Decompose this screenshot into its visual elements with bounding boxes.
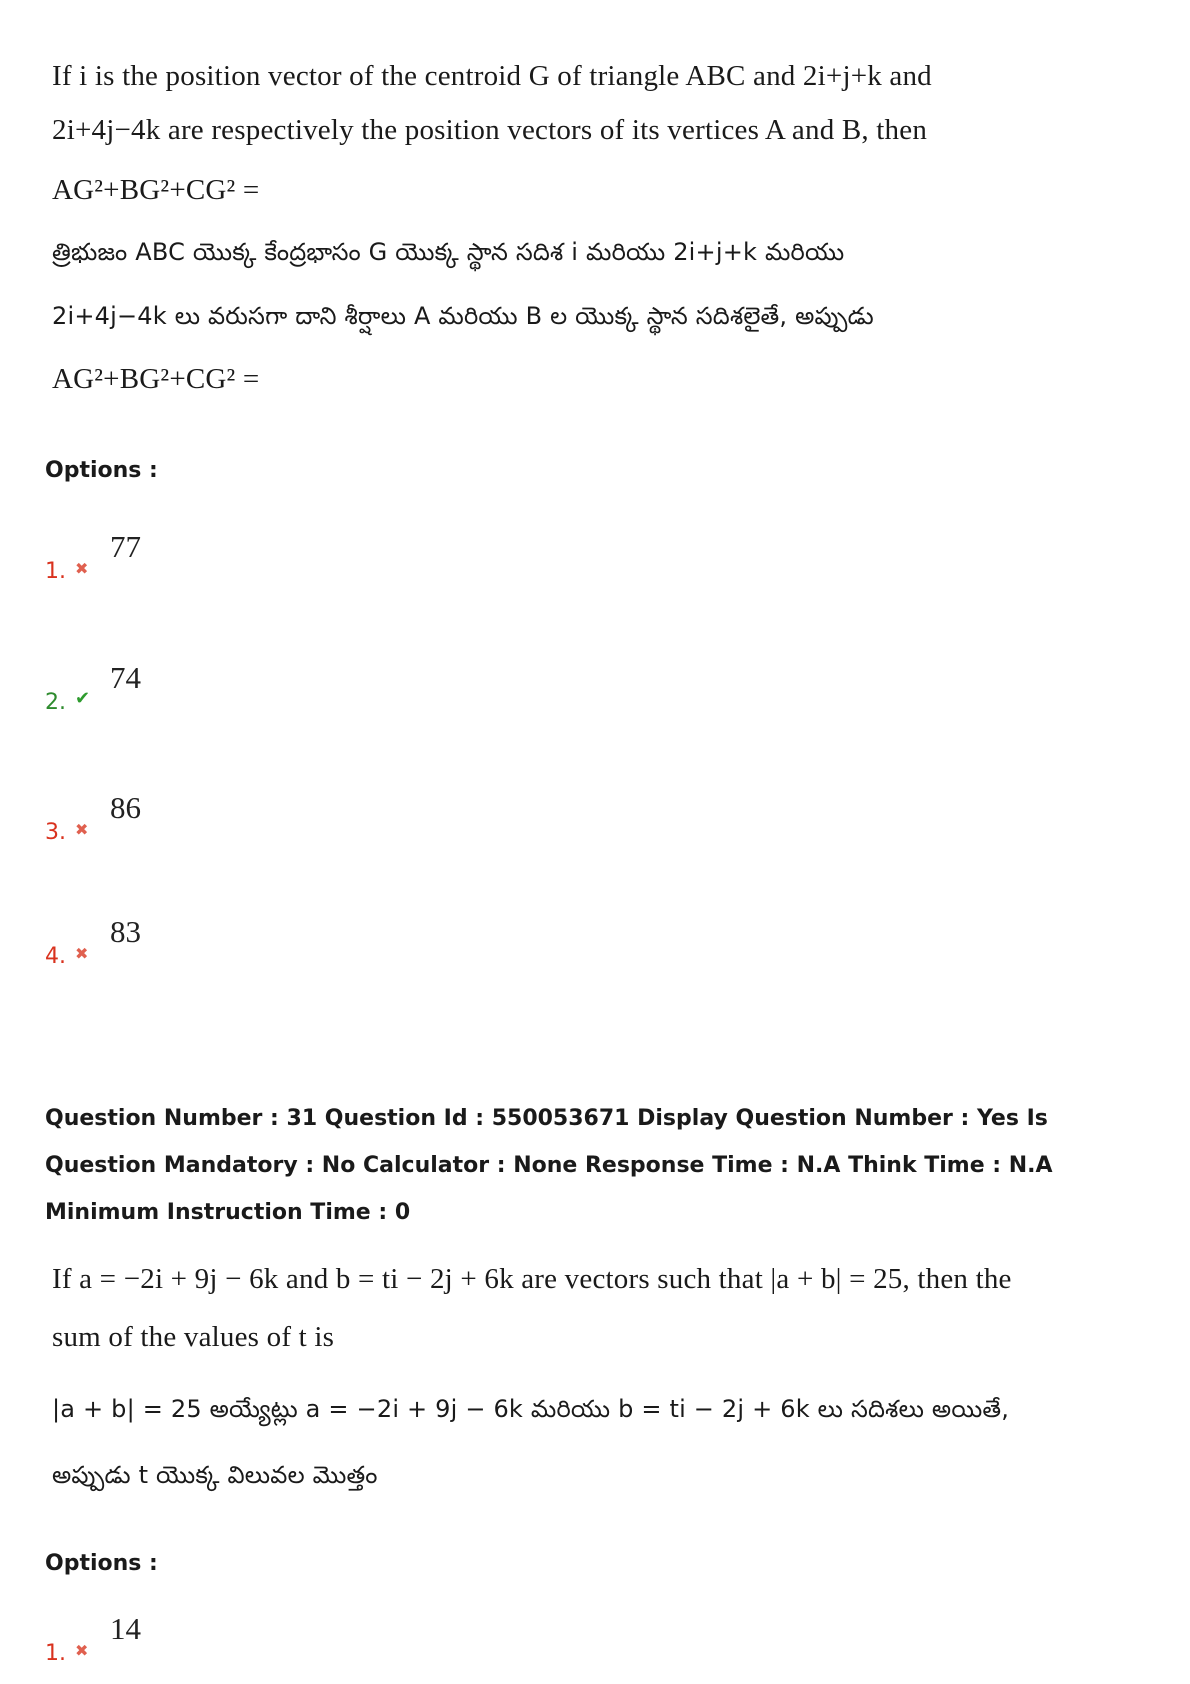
question-31-metadata: Question Number : 31 Question Id : 550053671 Display Question Number : Yes Is Question Mandatory : No Calculator : None Response Time : N.A Think Time : N.A Minimum Instruction Time : 0 (45, 1106, 1053, 1225)
question-31-english-line-2: sum of the values of t is (52, 1321, 335, 1353)
options-label: Options : (45, 458, 158, 483)
option-number: 4. (45, 944, 66, 969)
option-value: 14 (110, 1611, 141, 1646)
option-value: 77 (110, 529, 141, 564)
option-number: 1. (45, 1641, 66, 1666)
cross-icon: ✖ (75, 1641, 89, 1660)
option-number: 1. (45, 559, 66, 584)
question-31-telugu-line-2: అప్పుడు t యొక్క విలువల మొత్తం (52, 1461, 378, 1489)
question-31-english-line-1: If a = −2i + 9j − 6k and b = ti − 2j + 6k are vectors such that |a + b| = 25, then the (52, 1263, 1012, 1295)
option-number: 2. (45, 690, 66, 715)
option-value: 86 (110, 790, 141, 825)
option-value: 83 (110, 914, 141, 949)
check-icon: ✔ (75, 688, 91, 709)
question-30-telugu-line-1: త్రిభుజం ABC యొక్క కేంద్రభాసం G యొక్క స్థాన సదిశ i మరియు 2i+j+k మరియు (52, 238, 845, 266)
question-30-telugu-line-2: 2i+4j−4k లు వరుసగా దాని శీర్షాలు A మరియు B ల యొక్క స్థాన సదిశలైతే, అప్పుడు (52, 302, 874, 330)
question-30-english-line-2: 2i+4j−4k are respectively the position vectors of its vertices A and B, then (52, 114, 928, 146)
question-30-telugu-line-3: AG²+BG²+CG² = (52, 363, 260, 395)
question-31-telugu-line-1: |a + b| = 25 అయ్యేట్లు a = −2i + 9j − 6k మరియు b = ti − 2j + 6k లు సదిశలు అయితే, (52, 1395, 1010, 1423)
question-30-english-line-3: AG²+BG²+CG² = (52, 174, 260, 206)
option-value: 74 (110, 660, 141, 695)
cross-icon: ✖ (75, 559, 89, 578)
question-30-english-line-1: If i is the position vector of the centroid G of triangle ABC and 2i+j+k and (52, 60, 932, 92)
cross-icon: ✖ (75, 820, 89, 839)
cross-icon: ✖ (75, 944, 89, 963)
option-number: 3. (45, 820, 66, 845)
options-label: Options : (45, 1551, 158, 1576)
